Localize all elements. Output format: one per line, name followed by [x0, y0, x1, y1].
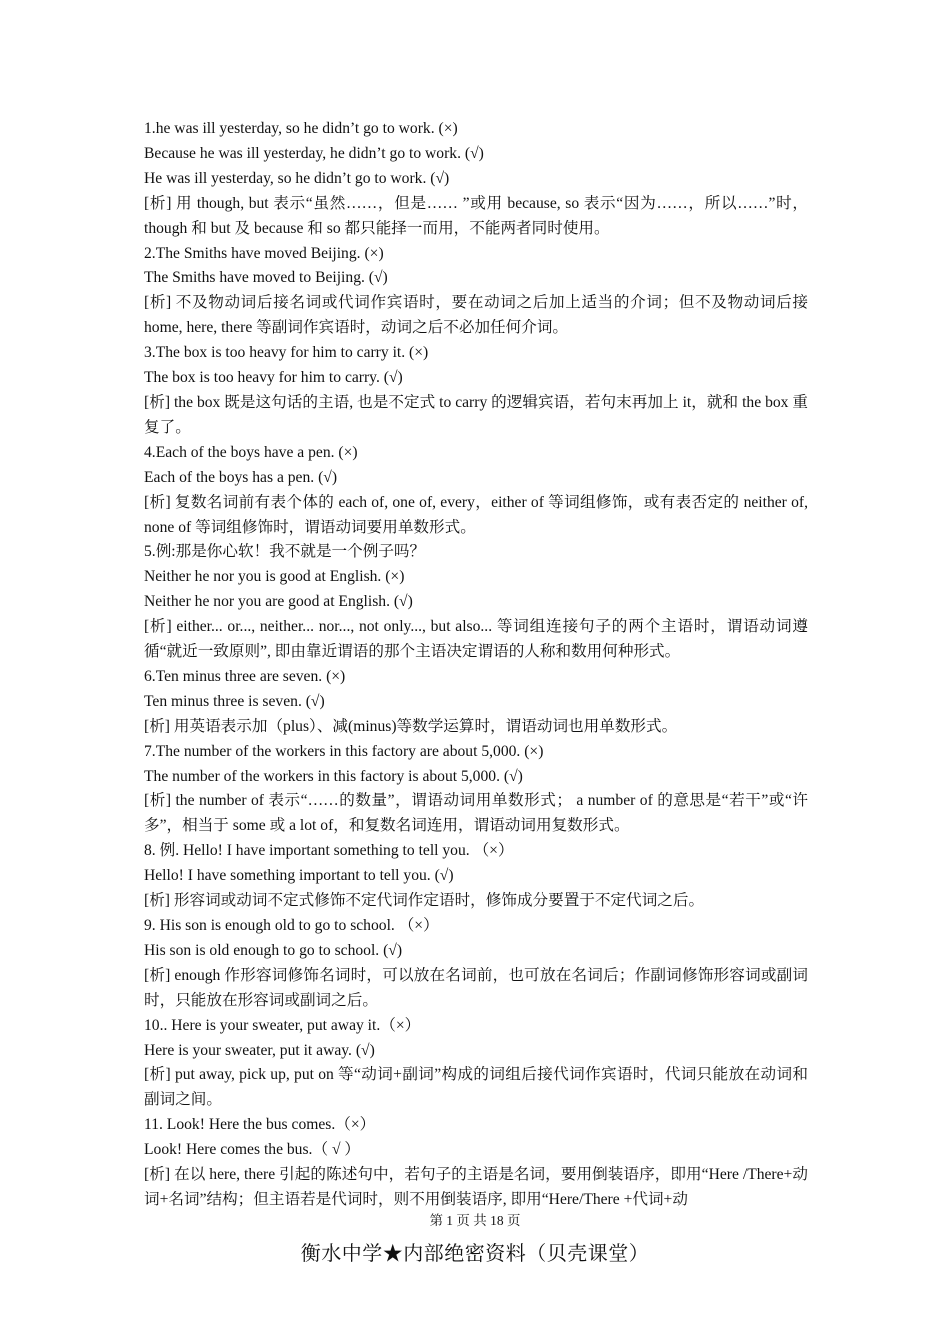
analysis-paragraph: [析] the number of 表示“……的数量”，谓语动词用单数形式； a number of 的意思是“若干”或“许多”，相当于 some 或 a lot of，和复数名词连用，谓语动词用复数形式。 [144, 792, 808, 835]
analysis-paragraph: [析] 在以 here, there 引起的陈述句中，若句子的主语是名词，要用倒装语序，即用“Here /There+动词+名词”结构；但主语若是代词时，则不用倒装语序, 即用“Here/There +代词+动 [144, 1166, 808, 1208]
text-line: Neither he nor you is good at English. (×) [144, 568, 405, 586]
analysis-paragraph: [析] 形容词或动词不定式修饰不定代词作定语时，修饰成分要置于不定代词之后。 [144, 892, 705, 910]
text-line: Neither he nor you are good at English. (√) [144, 593, 413, 611]
text-line: 3.The box is too heavy for him to carry it. (×) [144, 344, 429, 362]
text-line: The Smiths have moved to Beijing. (√) [144, 269, 388, 287]
analysis-paragraph: [析] put away, pick up, put on 等“动词+副词”构成的词组后接代词作宾语时，代词只能放在动词和副词之间。 [144, 1066, 808, 1109]
analysis-paragraph: [析] the box 既是这句话的主语, 也是不定式 to carry 的逻辑宾语，若句末再加上 it，就和 the box 重复了。 [144, 393, 808, 436]
text-line: 5.例:那是你心软！我不就是一个例子吗？ [144, 543, 426, 561]
text-line: 9. His son is enough old to go to school. （×） [144, 917, 439, 934]
analysis-paragraph: [析] enough 作形容词修饰名词时，可以放在名词前，也可放在名词后；作副词修饰形容词或副词时，只能放在形容词或副词之后。 [144, 966, 808, 1009]
text-line: 8. 例. Hello! I have important something to tell you. （×） [144, 842, 514, 860]
text-line: 6.Ten minus three are seven. (×) [144, 667, 346, 685]
analysis-paragraph: [析] 不及物动词后接名词或代词作宾语时，要在动词之后加上适当的介词；但不及物动词后接 home, here, there 等副词作宾语时，动词之后不必加任何介词。 [144, 294, 808, 337]
text-line: Each of the boys has a pen. (√) [144, 468, 338, 486]
text-line: His son is old enough to go to school. (√) [144, 941, 403, 959]
text-line: He was ill yesterday, so he didn’t go to work. (√) [144, 169, 450, 187]
text-line: 2.The Smiths have moved Beijing. (×) [144, 244, 384, 262]
analysis-paragraph: [析] 用英语表示加（plus）、减(minus)等数学运算时，谓语动词也用单数形式。 [144, 717, 678, 735]
analysis-paragraph: [析] 复数名词前有表个体的 each of, one of, every，either of 等词组修饰，或有表否定的 neither of, none of 等词组修饰时，谓语动词要用单数形式。 [144, 493, 808, 536]
text-line: 1.he was ill yesterday, so he didn’t go to work. (×) [144, 120, 458, 137]
analysis-paragraph: [析] 用 though, but 表示“虽然……，但是…… ”或用 because, so 表示“因为……，所以……”时，though 和 but 及 because 和 so 都只能择一而用，不能两者同时使用。 [144, 194, 808, 237]
text-line: The number of the workers in this factory is about 5,000. (√) [144, 767, 523, 785]
text-line: 11. Look! Here the bus comes.（×） [144, 1116, 376, 1134]
page-number: 第 1 页 共 18 页 [429, 1213, 521, 1228]
text-line: Look! Here comes the bus.（ √ ） [144, 1141, 360, 1159]
text-line: Ten minus three is seven. (√) [144, 692, 325, 710]
text-line: Because he was ill yesterday, he didn’t go to work. (√) [144, 144, 484, 162]
text-line: Here is your sweater, put it away. (√) [144, 1041, 375, 1059]
text-line: 4.Each of the boys have a pen. (×) [144, 443, 358, 461]
text-line: 7.The number of the workers in this factory are about 5,000. (×) [144, 742, 544, 760]
document-body [144, 117, 808, 1213]
text-line: The box is too heavy for him to carry. (√) [144, 369, 403, 387]
analysis-paragraph: [析] either... or..., neither... nor..., not only..., but also... 等词组连接句子的两个主语时，谓语动词遵循“就近一致原则”, 即由靠近谓语的那个主语决定谓语的人称和数用何种形式。 [144, 618, 808, 661]
text-line: Hello! I have something important to tell you. (√) [144, 867, 454, 885]
footer-banner: 衡水中学★内部绝密资料（贝壳课堂） [300, 1243, 650, 1265]
text-line: 10.. Here is your sweater, put away it.（×） [144, 1016, 421, 1034]
